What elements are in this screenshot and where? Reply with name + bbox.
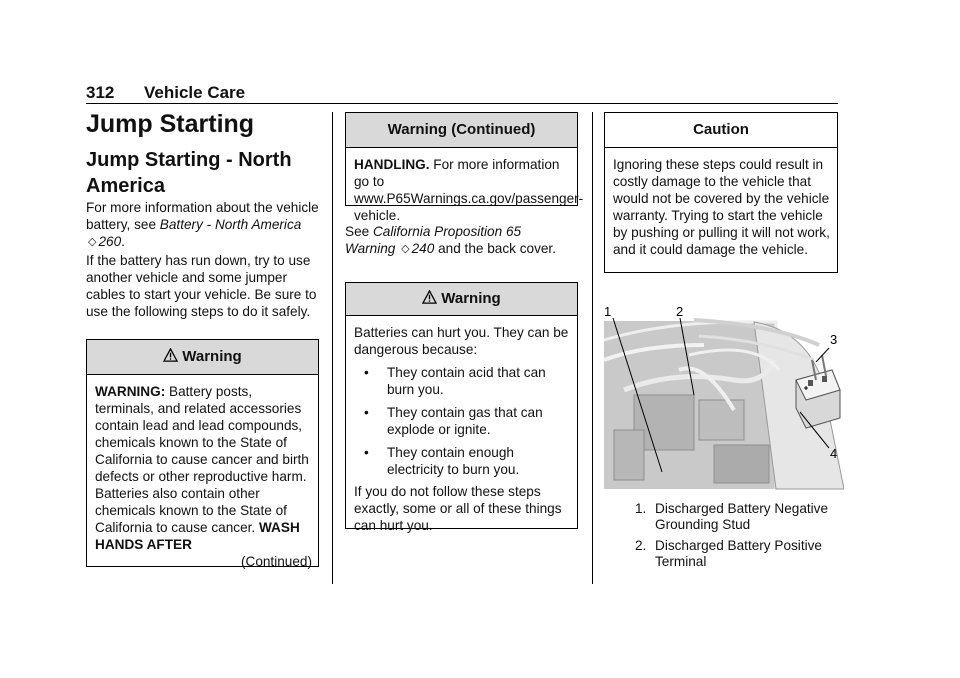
warning-triangle-icon — [422, 285, 437, 317]
continued-body — [346, 148, 584, 224]
callout-3: 3 — [830, 332, 838, 347]
section-subtitle: Jump Starting - North America — [86, 149, 292, 197]
list-item-text: They contain gas that can explode or ignite. — [387, 405, 543, 437]
list-item — [354, 364, 571, 398]
warning-header — [87, 340, 318, 375]
page-ref[interactable]: 240 — [411, 241, 435, 256]
warning-lead: WARNING: — [95, 384, 166, 399]
battery-link[interactable]: Battery - North America — [159, 217, 302, 232]
callout-2: 2 — [676, 304, 684, 319]
callout-4: 4 — [830, 446, 838, 461]
battery-reference-paragraph — [86, 199, 324, 251]
warning-box-lead — [86, 339, 319, 567]
warning2-intro: Batteries can hurt you. They can be dangerous because: — [354, 325, 569, 357]
warning2-outro: If you do not follow these steps exactly, some or all of these things can hurt you. — [354, 484, 562, 533]
list-item-text: They contain enough electricity to burn you. — [387, 445, 520, 477]
page-number: 312 — [86, 83, 115, 102]
legend-text: Discharged Battery Positive Terminal — [655, 538, 822, 569]
proposition-link[interactable]: California Proposition 65 Warning — [345, 224, 522, 256]
warning2-header — [346, 283, 577, 316]
list-item — [354, 444, 571, 478]
legend-number: 1. — [635, 501, 647, 516]
caution-box — [604, 112, 838, 273]
legend-text: Discharged Battery Negative Grounding Stud — [655, 501, 829, 532]
list-item-text: They contain acid that can burn you. — [387, 365, 546, 397]
warning2-title: Warning — [441, 290, 501, 307]
page-ref[interactable]: 260 — [98, 234, 122, 249]
warning-tail: WASH HANDS AFTER — [95, 520, 300, 552]
bullet: • — [364, 365, 369, 380]
engine-bay-illustration — [604, 300, 844, 490]
legend-item — [635, 501, 840, 533]
legend-item — [635, 538, 840, 570]
callout-1: 1 — [604, 304, 612, 319]
continued-label: (Continued) — [240, 554, 312, 569]
hazard-list — [354, 364, 571, 478]
caution-header: Caution — [605, 113, 837, 148]
bullet: • — [364, 405, 369, 420]
warning-triangle-icon — [163, 342, 178, 376]
warning2-body — [346, 316, 577, 534]
header-divider — [86, 103, 838, 104]
warning-text: Battery posts, terminals, and related accessories contain lead and lead compounds, chemicals known to the State of California to cause cancer and birth defects or other reproductive harm. Batteries also contain other chemicals known to the State of California to cause cancer. — [95, 384, 309, 535]
column-divider-1 — [332, 112, 333, 584]
legend-number: 2. — [635, 538, 647, 553]
intro-paragraph: If the battery has run down, try to use another vehicle and some jumper cables to start your vehicle. Be sure to use the following steps to do it safely. — [86, 253, 317, 319]
xref-icon: ◇ — [88, 236, 97, 248]
caution-body: Ignoring these steps could result in costly damage to the vehicle that would not be covered by the vehicle warranty. Trying to start the vehicle by pushing or pulling it will not work, and it could damage the vehicle. — [613, 157, 830, 257]
paragraph-end: . — [121, 234, 125, 249]
bullet: • — [364, 445, 369, 460]
illustration-legend — [635, 501, 840, 575]
continued-lead: HANDLING. — [354, 157, 430, 172]
warning-title: Warning — [182, 348, 242, 365]
warning-box-batteries — [345, 282, 578, 533]
column-divider-2 — [592, 112, 593, 584]
warning-box-continued — [345, 112, 584, 223]
page-title: Jump Starting — [86, 110, 255, 138]
xref-icon: ◇ — [401, 243, 410, 255]
see-end: and the back cover. — [434, 241, 556, 256]
see-word: See — [345, 224, 373, 239]
see-also-paragraph — [345, 223, 565, 258]
list-item — [354, 404, 571, 438]
continued-text: For more information go to www.P65Warnings.ca.gov/passenger-vehicle. — [354, 157, 584, 223]
warning-body — [87, 375, 318, 570]
section-title: Vehicle Care — [144, 83, 246, 102]
paragraph-text: For more information about the vehicle battery, see — [86, 200, 319, 232]
continued-header: Warning (Continued) — [346, 113, 577, 148]
